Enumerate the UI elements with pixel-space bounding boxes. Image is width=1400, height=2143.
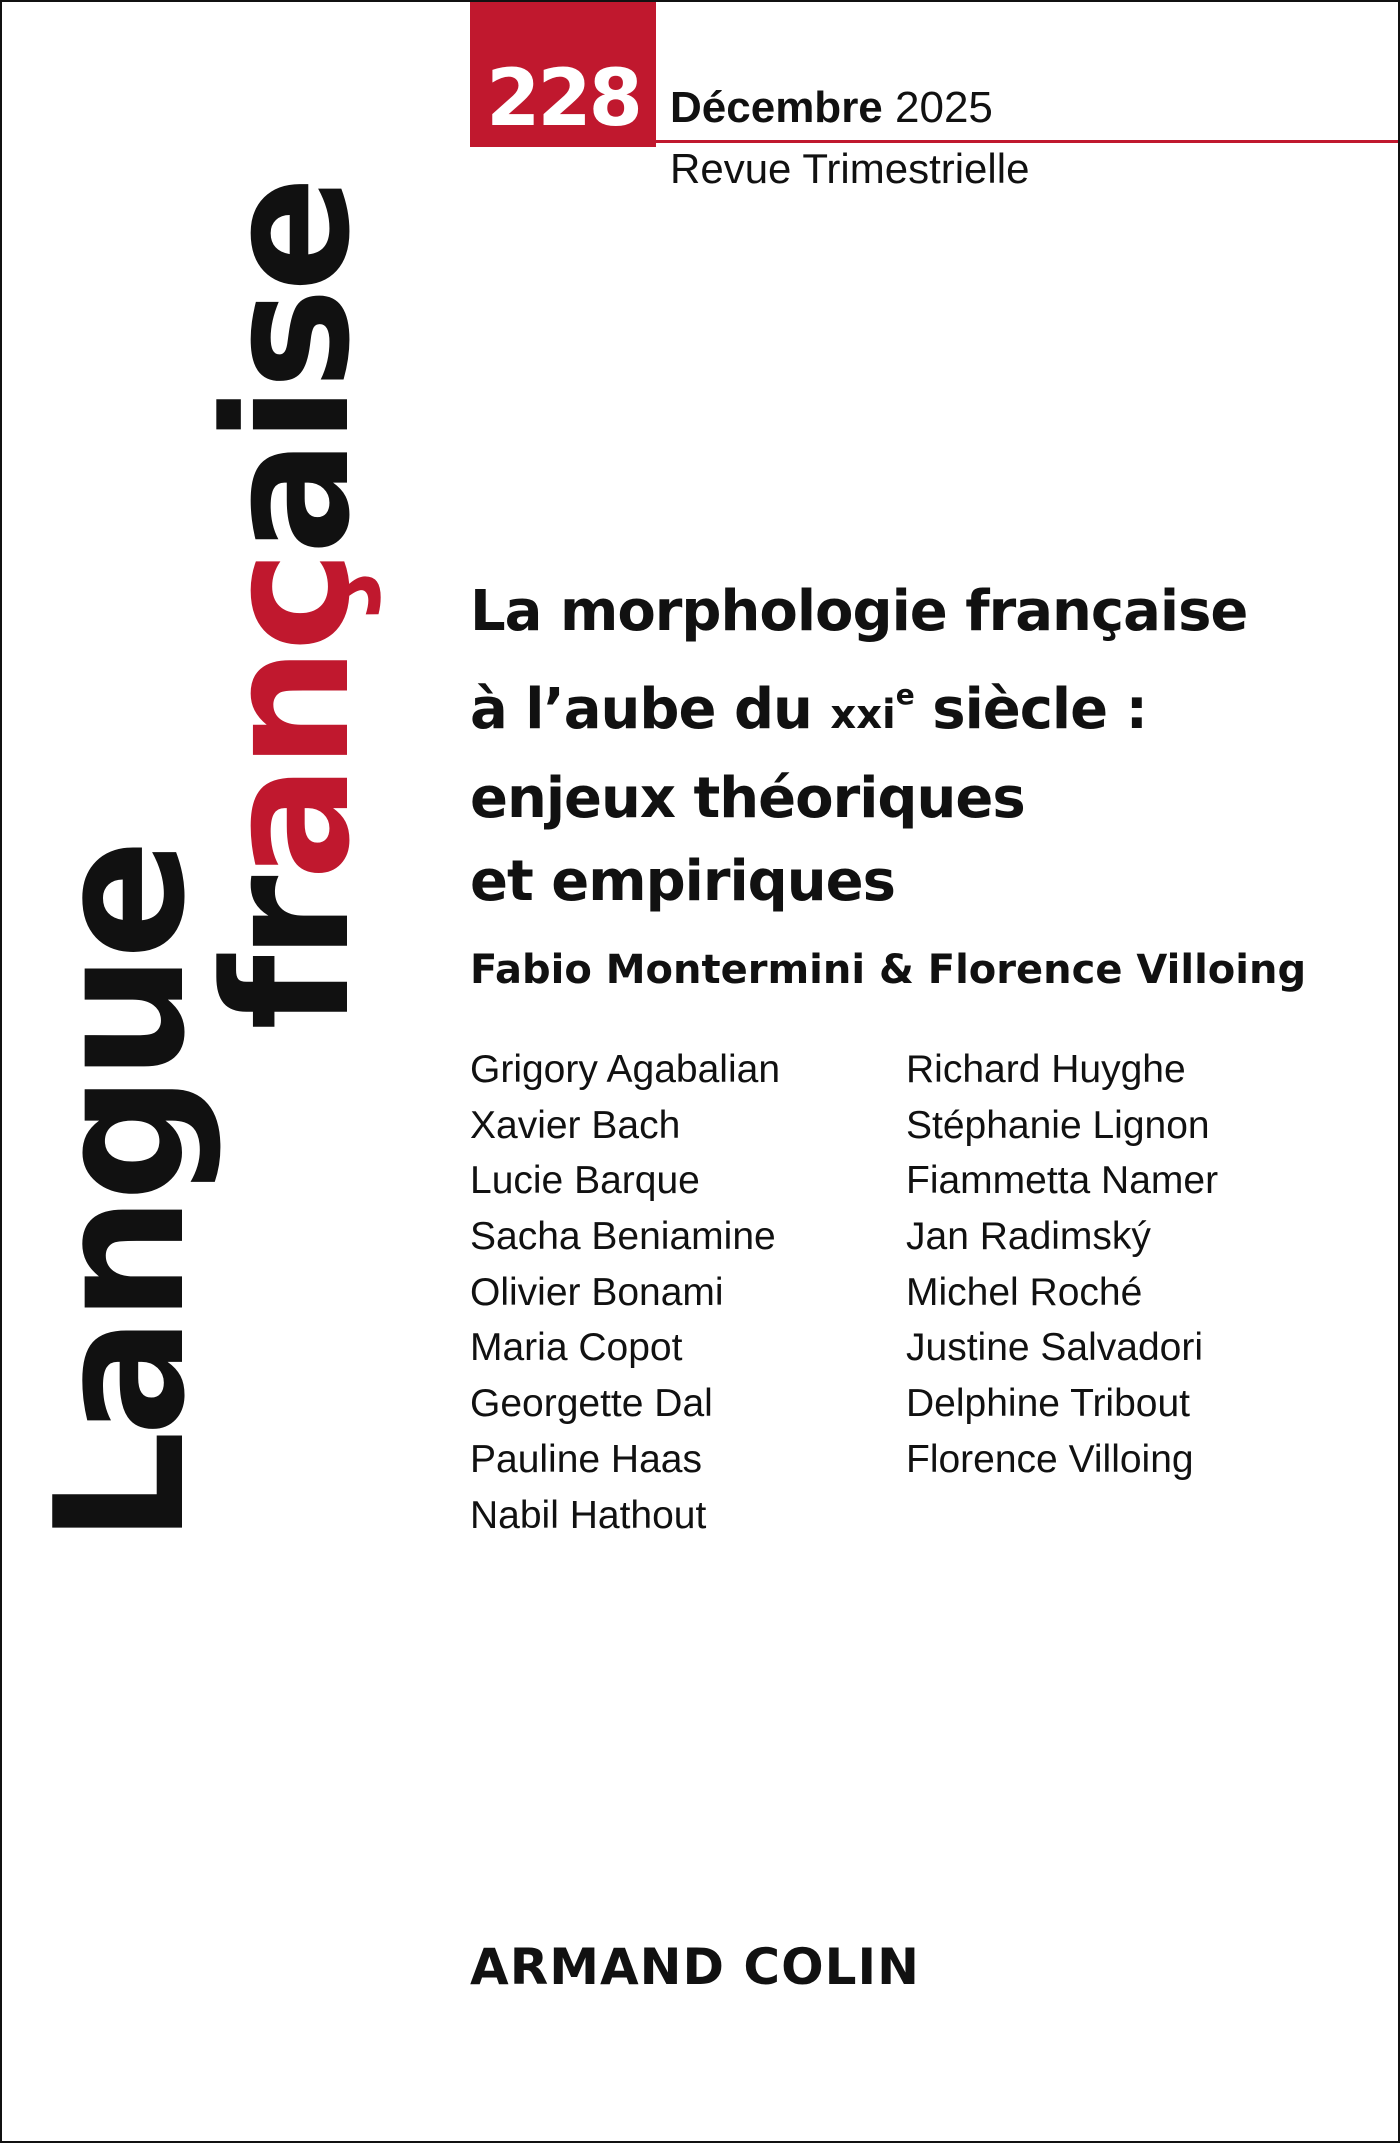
issue-date <box>670 83 993 132</box>
contributor-name: Richard Huyghe <box>906 1048 1186 1091</box>
contributor-name: Pauline Haas <box>470 1437 702 1481</box>
contributor-name: Justine Salvadori <box>906 1326 1203 1370</box>
issue-title <box>470 570 1350 995</box>
logo-langue-text: Langue <box>17 844 224 1544</box>
issue-number-box <box>470 2 656 147</box>
contributor-name: Grigory Agabalian <box>470 1048 781 1091</box>
logo-francaise-part3: aise <box>187 180 388 555</box>
contributor-name: Fiammetta Namer <box>906 1159 1219 1203</box>
contributor-name: Georgette Dal <box>470 1382 713 1426</box>
publisher-name: ARMAND COLIN <box>470 1938 920 1996</box>
logo-francaise-part1: fr <box>187 880 388 1030</box>
contributor-name: Lucie Barque <box>470 1159 700 1203</box>
contributor-name: Delphine Tribout <box>906 1382 1191 1426</box>
title-line-3: enjeux théoriques <box>470 766 1025 831</box>
logo-francaise-part2: anç <box>187 554 388 881</box>
title-line-1: La morphologie française <box>470 579 1248 644</box>
issue-editors: Fabio Montermini & Florence Villoing <box>470 947 1307 993</box>
title-line-2 <box>470 653 1350 757</box>
title-line-2-start: à l’aube du <box>470 677 831 742</box>
contributors-right-column <box>906 1042 1218 1488</box>
title-century-suffix: e <box>895 678 914 711</box>
contributor-name: Jan Radimský <box>906 1215 1151 1259</box>
issue-number: 228 <box>486 54 640 144</box>
logo-word-francaise <box>187 180 392 1030</box>
contributor-name: Maria Copot <box>470 1326 683 1370</box>
contributor-name: Florence Villoing <box>906 1437 1194 1481</box>
header-rule <box>656 140 1398 143</box>
issue-month: Décembre <box>670 83 883 132</box>
contributor-name: Olivier Bonami <box>470 1270 724 1314</box>
contributor-name: Michel Roché <box>906 1270 1143 1314</box>
contributor-name: Stéphanie Lignon <box>906 1103 1210 1147</box>
contributor-name: Sacha Beniamine <box>470 1215 776 1259</box>
title-line-4: et empiriques <box>470 849 895 914</box>
contributor-name: Nabil Hathout <box>470 1493 707 1537</box>
issue-year: 2025 <box>895 83 993 132</box>
contributors-left-column <box>470 1042 780 1543</box>
title-line-2-end: siècle : <box>913 677 1147 742</box>
contributor-name: Xavier Bach <box>470 1103 681 1147</box>
title-century: xxi <box>830 692 896 738</box>
periodicity: Revue Trimestrielle <box>670 145 1030 192</box>
